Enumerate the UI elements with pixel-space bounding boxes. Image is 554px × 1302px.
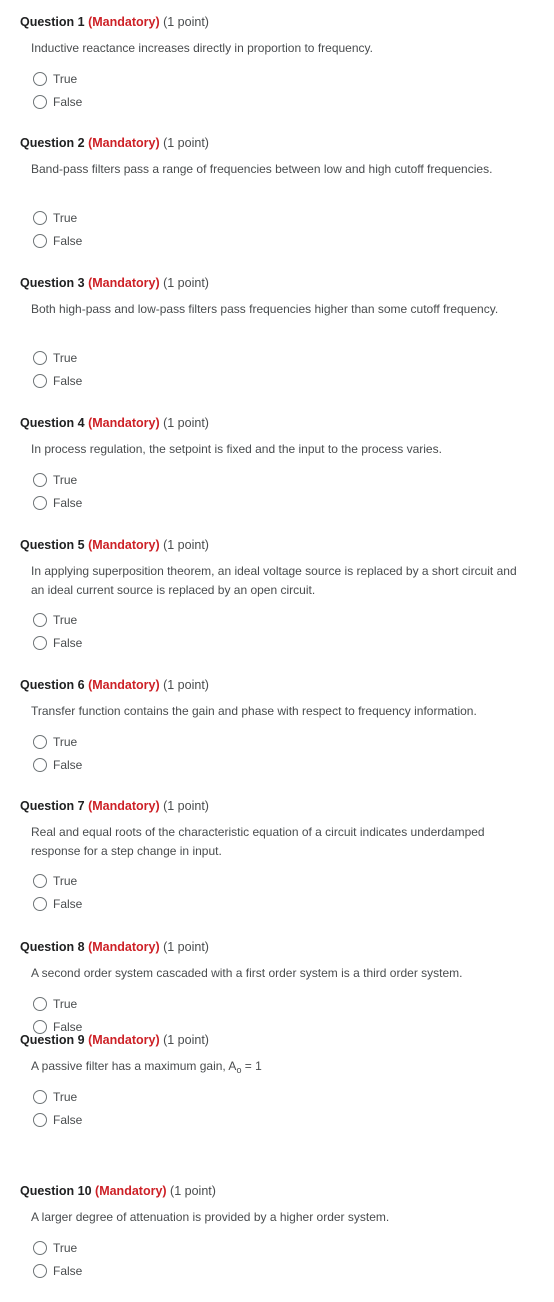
points-label: (1 point) [163,538,209,552]
question-text [31,1057,531,1080]
question-text-main: A larger degree of attenuation is provided by a higher order system. [31,1210,390,1224]
radio-button[interactable] [33,211,47,225]
option-false[interactable] [33,232,82,250]
option-label: True [53,1090,78,1104]
option-true[interactable] [33,349,77,367]
question-header [20,415,209,431]
points-label: (1 point) [163,678,209,692]
option-true[interactable] [33,1088,77,1106]
option-true[interactable] [33,995,77,1013]
option-label: False [53,636,83,650]
option-true[interactable] [33,209,77,227]
mandatory-label: (Mandatory) [95,1184,167,1198]
question-number: Question 1 [20,15,85,29]
question-text [31,300,531,319]
radio-button[interactable] [33,374,47,388]
question-number: Question 4 [20,416,85,430]
question-text [31,562,531,600]
question-text-main: Band-pass filters pass a range of frequencies between low and high cutoff frequencies. [31,162,493,176]
question-number: Question 7 [20,799,85,813]
radio-button[interactable] [33,1090,47,1104]
question-number: Question 9 [20,1033,85,1047]
question-header [20,939,209,955]
radio-button[interactable] [33,613,47,627]
points-label: (1 point) [163,799,209,813]
mandatory-label: (Mandatory) [88,276,160,290]
question-text [31,1208,531,1227]
option-false[interactable] [33,895,82,913]
mandatory-label: (Mandatory) [88,940,160,954]
option-label: True [53,1241,78,1255]
question-text [31,823,531,861]
radio-button[interactable] [33,234,47,248]
question-header [20,275,209,291]
points-label: (1 point) [163,1033,209,1047]
question-header [20,14,209,30]
radio-button[interactable] [33,473,47,487]
radio-button[interactable] [33,735,47,749]
option-true[interactable] [33,872,77,890]
question-header [20,677,209,693]
option-label: False [53,234,83,248]
option-false[interactable] [33,93,82,111]
points-label: (1 point) [163,940,209,954]
option-label: True [53,613,78,627]
option-label: False [53,1264,83,1278]
question-header [20,537,209,553]
option-false[interactable] [33,372,82,390]
option-true[interactable] [33,70,77,88]
mandatory-label: (Mandatory) [88,416,160,430]
option-label: True [53,997,78,1011]
mandatory-label: (Mandatory) [88,15,160,29]
radio-button[interactable] [33,496,47,510]
radio-button[interactable] [33,997,47,1011]
radio-button[interactable] [33,874,47,888]
points-label: (1 point) [163,15,209,29]
question-text-main: A passive filter has a maximum gain, A [31,1059,237,1073]
question-header [20,135,209,151]
option-true[interactable] [33,1239,77,1257]
mandatory-label: (Mandatory) [88,136,160,150]
points-label: (1 point) [163,276,209,290]
question-number: Question 3 [20,276,85,290]
option-label: False [53,374,83,388]
option-false[interactable] [33,494,82,512]
question-text-suffix: = 1 [241,1059,262,1073]
question-text-main: In applying superposition theorem, an ideal voltage source is replaced by a short circuit and an ideal current source is replaced by an open circuit. [31,564,517,597]
question-text [31,964,531,983]
question-text-subscript: o [236,1065,242,1075]
radio-button[interactable] [33,72,47,86]
question-number: Question 2 [20,136,85,150]
mandatory-label: (Mandatory) [88,799,160,813]
radio-button[interactable] [33,1113,47,1127]
option-false[interactable] [33,1111,82,1129]
option-false[interactable] [33,756,82,774]
option-false[interactable] [33,1262,82,1280]
question-number: Question 10 [20,1184,92,1198]
option-label: False [53,95,83,109]
option-label: False [53,1020,83,1034]
option-true[interactable] [33,471,77,489]
question-text-main: A second order system cascaded with a first order system is a third order system. [31,966,463,980]
option-label: True [53,72,78,86]
option-label: False [53,496,83,510]
option-label: False [53,897,83,911]
option-label: True [53,874,78,888]
option-label: False [53,1113,83,1127]
question-text [31,440,531,459]
question-text-main: Both high-pass and low-pass filters pass frequencies higher than some cutoff frequency. [31,302,499,316]
option-label: True [53,351,78,365]
points-label: (1 point) [163,416,209,430]
question-number: Question 6 [20,678,85,692]
radio-button[interactable] [33,1264,47,1278]
radio-button[interactable] [33,95,47,109]
question-header [20,1183,216,1199]
question-text-main: Transfer function contains the gain and phase with respect to frequency information. [31,704,477,718]
option-true[interactable] [33,611,77,629]
mandatory-label: (Mandatory) [88,538,160,552]
radio-button[interactable] [33,897,47,911]
question-header [20,798,209,814]
radio-button[interactable] [33,758,47,772]
question-number: Question 5 [20,538,85,552]
points-label: (1 point) [163,136,209,150]
radio-button[interactable] [33,636,47,650]
question-text [31,702,531,721]
radio-button[interactable] [33,351,47,365]
question-text-main: Inductive reactance increases directly in proportion to frequency. [31,41,373,55]
option-label: True [53,211,78,225]
mandatory-label: (Mandatory) [88,1033,160,1047]
mandatory-label: (Mandatory) [88,678,160,692]
points-label: (1 point) [170,1184,216,1198]
option-false[interactable] [33,634,82,652]
option-label: True [53,473,78,487]
question-text-main: Real and equal roots of the characteristic equation of a circuit indicates underdamped response for a step change in input. [31,825,485,858]
question-text-main: In process regulation, the setpoint is fixed and the input to the process varies. [31,442,442,456]
question-text [31,160,531,179]
question-text [31,39,531,58]
radio-button[interactable] [33,1241,47,1255]
question-header [20,1032,209,1048]
question-number: Question 8 [20,940,85,954]
option-label: True [53,735,78,749]
option-label: False [53,758,83,772]
option-true[interactable] [33,733,77,751]
